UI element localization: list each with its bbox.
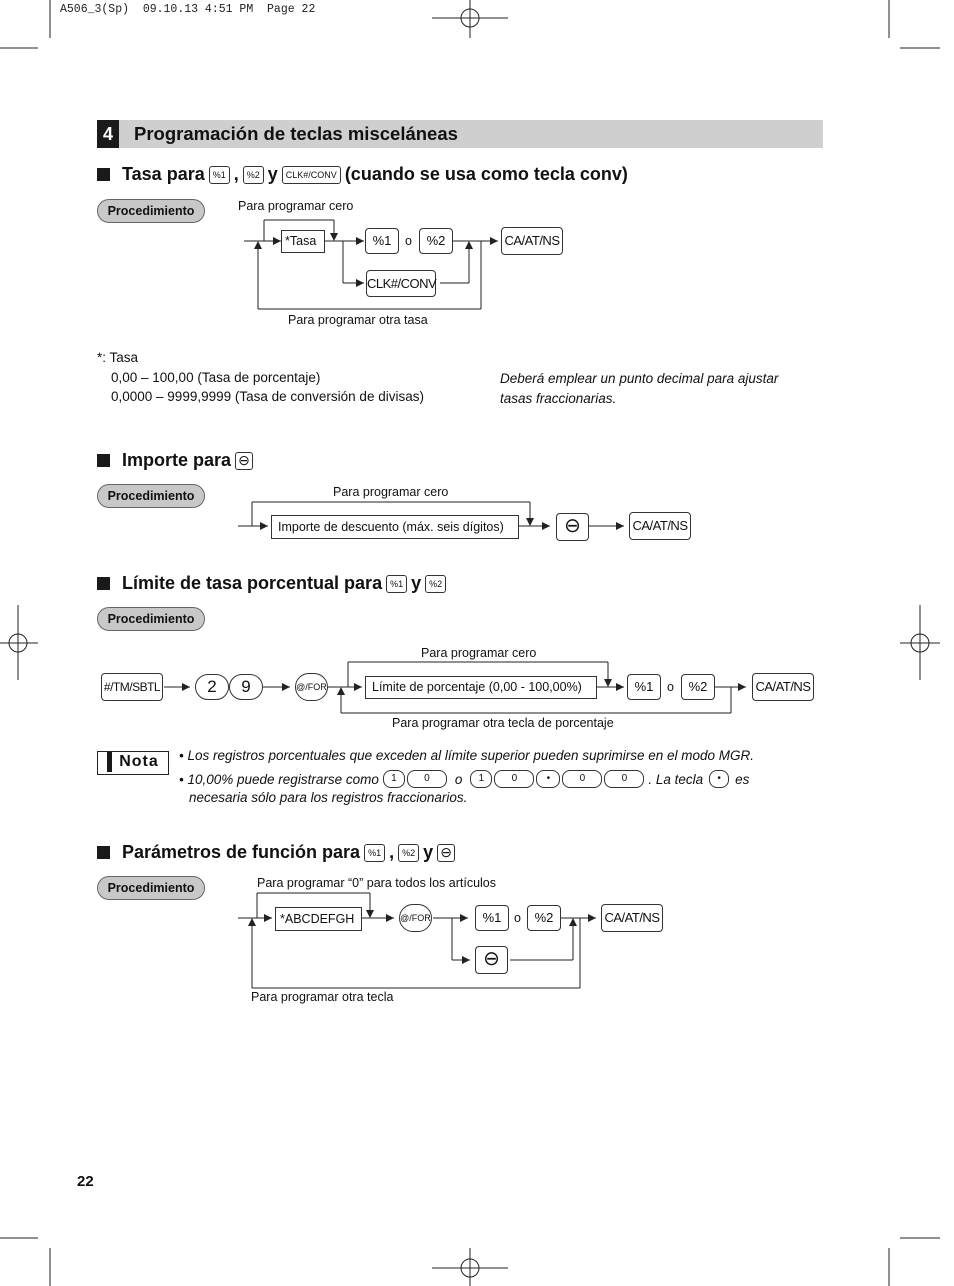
key-dot-icon: • — [536, 770, 560, 788]
key-for[interactable]: @/FOR — [295, 673, 328, 701]
title-comma: , — [389, 842, 395, 862]
key-0-icon: 0 — [562, 770, 602, 788]
nota-line-1: • Los registros porcentuales que exceden al límite superior pueden suprimirse en el modo MGR. — [179, 748, 755, 763]
or-text: o — [514, 911, 521, 925]
key-0-icon: 0 — [604, 770, 644, 788]
key-pct1[interactable]: %1 — [627, 674, 661, 700]
square-bullet-icon — [97, 168, 110, 181]
key-pct1-icon: %1 — [209, 166, 230, 184]
nota-or: o — [454, 771, 463, 787]
key-minus-icon: ⊖ — [437, 844, 455, 862]
nota-line-3: necesaria sólo para los registros fraccionarios. — [189, 790, 468, 805]
print-header: A506_3(Sp) 09.10.13 4:51 PM Page 22 — [60, 3, 316, 16]
key-ca-at-ns[interactable]: CA/AT/NS — [752, 673, 814, 701]
zero-label: Para programar cero — [238, 199, 354, 213]
param-box: *ABCDEFGH — [275, 907, 362, 931]
footnote-head: *: Tasa — [97, 350, 139, 365]
rate-box: *Tasa — [281, 230, 325, 253]
key-ca-at-ns[interactable]: CA/AT/NS — [501, 227, 563, 255]
square-bullet-icon — [97, 846, 110, 859]
procedure-badge: Procedimiento — [97, 607, 205, 631]
procedure-badge: Procedimiento — [97, 876, 205, 900]
key-pct2-icon: %2 — [425, 575, 446, 593]
subsection-title-limit — [97, 573, 450, 594]
key-1-icon: 1 — [383, 770, 405, 788]
zero-label: Para programar cero — [333, 485, 449, 499]
subsection-title-rate — [97, 164, 628, 185]
footnote-line-2: 0,0000 – 9999,9999 (Tasa de conversión de divisas) — [111, 389, 424, 404]
title-y: y — [423, 842, 434, 862]
title-text: Parámetros de función para — [122, 842, 361, 862]
nota-line-2 — [179, 770, 749, 788]
nota-label: Nota — [112, 752, 166, 772]
other-pct-label: Para programar otra tecla de porcentaje — [392, 716, 614, 730]
square-bullet-icon — [97, 577, 110, 590]
footnote-line-1: 0,00 – 100,00 (Tasa de porcentaje) — [111, 370, 321, 385]
nota-line-2c: es — [735, 771, 750, 787]
title-y: y — [267, 164, 278, 184]
amount-box: Importe de descuento (máx. seis dígitos) — [271, 515, 519, 539]
key-pct2-icon: %2 — [243, 166, 264, 184]
other-rate-label: Para programar otra tasa — [288, 313, 428, 327]
square-bullet-icon — [97, 454, 110, 467]
key-ca-at-ns[interactable]: CA/AT/NS — [601, 904, 663, 932]
key-ca-at-ns[interactable]: CA/AT/NS — [629, 512, 691, 540]
key-tm-sbtl[interactable]: #/TM/SBTL — [101, 673, 163, 701]
key-minus[interactable]: ⊖ — [475, 946, 508, 974]
title-text: Importe para — [122, 450, 232, 470]
key-pct2-icon: %2 — [398, 844, 419, 862]
key-0-icon: 0 — [407, 770, 447, 788]
procedure-badge: Procedimiento — [97, 199, 205, 223]
note-line-1: Deberá emplear un punto decimal para ajustar — [500, 371, 779, 386]
nota-line-2a: • 10,00% puede registrarse como — [179, 771, 379, 787]
key-for[interactable]: @/FOR — [399, 904, 432, 932]
zero-label: Para programar cero — [421, 646, 537, 660]
other-key-label: Para programar otra tecla — [251, 990, 394, 1004]
key-minus[interactable]: ⊖ — [556, 513, 589, 541]
section-title: Programación de teclas misceláneas — [134, 123, 458, 144]
title-text: Límite de tasa porcentual para — [122, 573, 383, 593]
limit-box: Límite de porcentaje (0,00 - 100,00%) — [365, 676, 597, 699]
key-clk-conv[interactable]: CLK#/CONV — [366, 270, 436, 297]
subsection-title-params — [97, 842, 459, 863]
key-9[interactable]: 9 — [229, 674, 263, 700]
key-dot-icon: • — [709, 770, 729, 788]
key-2[interactable]: 2 — [195, 674, 229, 700]
page-number: 22 — [77, 1173, 94, 1190]
key-pct1[interactable]: %1 — [365, 228, 399, 254]
title-y: y — [411, 573, 422, 593]
key-1-icon: 1 — [470, 770, 492, 788]
key-pct1-icon: %1 — [386, 575, 407, 593]
nota-line-2b: . La tecla — [648, 771, 704, 787]
or-text: o — [667, 680, 674, 694]
key-minus-icon: ⊖ — [235, 452, 253, 470]
title-text: Tasa para — [122, 164, 205, 184]
key-pct1[interactable]: %1 — [475, 905, 509, 931]
key-pct1-icon: %1 — [364, 844, 385, 862]
key-pct2[interactable]: %2 — [681, 674, 715, 700]
key-0-icon: 0 — [494, 770, 534, 788]
zero-label: Para programar “0” para todos los artículos — [257, 876, 496, 890]
key-pct2[interactable]: %2 — [419, 228, 453, 254]
title-comma: , — [233, 164, 239, 184]
subsection-title-amount — [97, 450, 257, 471]
title-text-b: (cuando se usa como tecla conv) — [344, 164, 628, 184]
note-line-2: tasas fraccionarias. — [500, 391, 617, 406]
procedure-badge: Procedimiento — [97, 484, 205, 508]
key-clk-conv-icon: CLK#/CONV — [282, 166, 341, 184]
or-text: o — [405, 234, 412, 248]
key-pct2[interactable]: %2 — [527, 905, 561, 931]
section-number: 4 — [97, 120, 119, 148]
